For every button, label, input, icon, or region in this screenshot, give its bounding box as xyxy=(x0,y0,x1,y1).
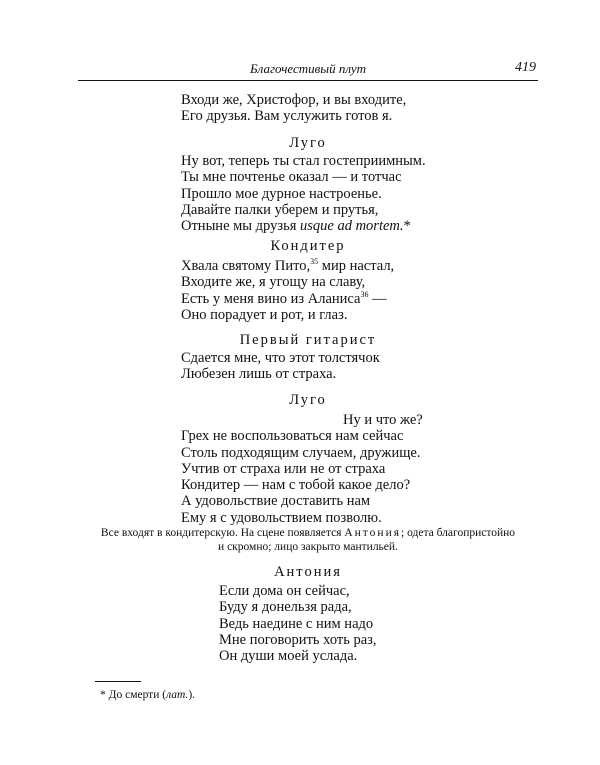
footnote-mark: * xyxy=(100,689,106,701)
speaker-name: Луго xyxy=(289,392,327,408)
verse-line: Ну и что же? xyxy=(343,412,423,428)
running-header xyxy=(78,61,538,81)
verse-block xyxy=(181,412,423,526)
footnote-lang: лат. xyxy=(166,689,189,701)
stage-text: Все входят в кондитерскую. На сцене появляется xyxy=(100,527,345,539)
verse-line: Учтив от страха или не от страха xyxy=(181,460,386,477)
verse-text: мир настал, xyxy=(318,258,395,274)
verse-line: Буду я донельзя рада, xyxy=(219,599,352,616)
verse-line: Ты мне почтенье оказал — и тотчас xyxy=(181,169,402,186)
verse-line: Ему я с удовольствием позволю. xyxy=(181,509,382,526)
verse-line xyxy=(181,218,426,234)
footnote-divider xyxy=(95,681,141,682)
verse-text: — xyxy=(368,290,387,307)
verse-line: Кондитер — нам с тобой какое дело? xyxy=(181,477,411,494)
verse-line: Ну вот, теперь ты стал гостеприимным. xyxy=(181,153,426,169)
verse-line: Его друзья. Вам услужить готов я. xyxy=(181,108,393,125)
verse-text: Хвала святому Пито, xyxy=(181,258,311,274)
footnote-mark: * xyxy=(403,218,411,235)
footnote xyxy=(100,689,195,701)
verse-text: Есть у меня вино из Аланиса xyxy=(181,290,361,307)
verse-block xyxy=(181,92,406,125)
verse-line: Давайте палки уберем и прутья, xyxy=(181,201,379,218)
speaker-name: Луго xyxy=(289,135,327,151)
verse-block xyxy=(219,583,377,664)
verse-block xyxy=(181,350,380,383)
running-title: Благочестивый плут xyxy=(249,61,367,76)
verse-line: Грех не воспользоваться нам сейчас xyxy=(181,428,404,445)
verse-block xyxy=(181,153,426,234)
speaker-name: Первый гитарист xyxy=(239,332,377,348)
stage-direction xyxy=(78,526,538,554)
note-ref: 35 xyxy=(310,257,319,267)
latin-phrase: usque ad mortem. xyxy=(300,218,404,235)
stage-text: и скромно; лицо закрыто мантильей. xyxy=(218,541,398,553)
verse-line: Прошло мое дурное настроенье. xyxy=(181,185,382,202)
verse-line: А удовольствие доставить нам xyxy=(181,493,371,510)
verse-line: Любезен лишь от страха. xyxy=(181,366,337,383)
page-number: 419 xyxy=(515,60,536,75)
verse-text: Отныне мы друзья xyxy=(181,218,300,235)
verse-line: Мне поговорить хоть раз, xyxy=(219,631,377,648)
speaker-name: Антония xyxy=(274,564,342,580)
verse-line: Оно порадует и рот, и глаз. xyxy=(181,306,348,323)
speaker-name: Кондитер xyxy=(270,238,346,254)
verse-line: Входи же, Христофор, и вы входите, xyxy=(181,92,407,108)
footnote-text: ). xyxy=(188,689,196,701)
verse-line: Ведь наедине с ним надо xyxy=(219,615,374,632)
verse-line: Сдается мне, что этот толстячок xyxy=(181,350,380,366)
stage-text: ; одета благопристойно xyxy=(401,527,516,539)
verse-line: Входите же, я угощу на славу, xyxy=(181,274,366,291)
verse-line: Столь подходящим случаем, дружище. xyxy=(181,444,421,461)
footnote-text: До смерти ( xyxy=(105,689,167,701)
verse-block xyxy=(181,258,394,323)
character-name: Антония xyxy=(344,527,402,539)
verse-line xyxy=(181,258,394,274)
verse-line: Если дома он сейчас, xyxy=(219,583,350,599)
note-ref: 36 xyxy=(360,289,369,299)
verse-line: Он души моей услада. xyxy=(219,648,358,665)
verse-line xyxy=(181,291,394,307)
